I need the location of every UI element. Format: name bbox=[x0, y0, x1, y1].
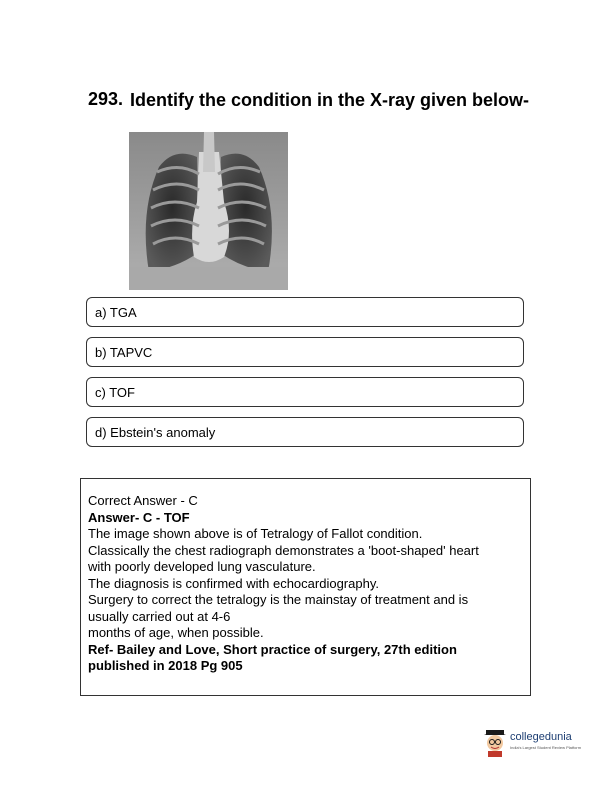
logo-tagline: India's Largest Student Review Platform bbox=[510, 745, 582, 750]
logo-name: collegedunia bbox=[510, 731, 572, 743]
explanation-line: The image shown above is of Tetralogy of Fallot condition. bbox=[88, 526, 423, 541]
reference-line: Ref- Bailey and Love, Short practice of surgery, 27th edition bbox=[88, 641, 457, 657]
explanation-line: Classically the chest radiograph demonstrates a 'boot-shaped' heart bbox=[88, 542, 479, 558]
question-number: 293. bbox=[88, 89, 124, 109]
explanation-line: usually carried out at 4-6 bbox=[88, 608, 231, 624]
answer-explanation-box bbox=[80, 478, 531, 696]
mascot-icon bbox=[482, 729, 508, 757]
explanation-line: The diagnosis is confirmed with echocardiography. bbox=[88, 575, 379, 591]
reference-line: published in 2018 Pg 905 bbox=[88, 658, 243, 673]
option-b[interactable]: b) TAPVC bbox=[86, 337, 524, 367]
option-d[interactable]: d) Ebstein's anomaly bbox=[86, 417, 524, 447]
chest-xray-image bbox=[129, 132, 288, 290]
collegedunia-logo bbox=[482, 729, 582, 759]
option-c[interactable]: c) TOF bbox=[86, 377, 524, 407]
question-text: Identify the condition in the X-ray given below- bbox=[130, 90, 530, 110]
explanation-line: with poorly developed lung vasculature. bbox=[88, 559, 316, 574]
correct-answer-line: Correct Answer - C bbox=[88, 493, 198, 508]
option-a[interactable]: a) TGA bbox=[86, 297, 524, 327]
explanation-line: months of age, when possible. bbox=[88, 625, 264, 640]
explanation-line: Surgery to correct the tetralogy is the mainstay of treatment and is bbox=[88, 592, 469, 607]
answer-heading: Answer- C - TOF bbox=[88, 509, 190, 525]
